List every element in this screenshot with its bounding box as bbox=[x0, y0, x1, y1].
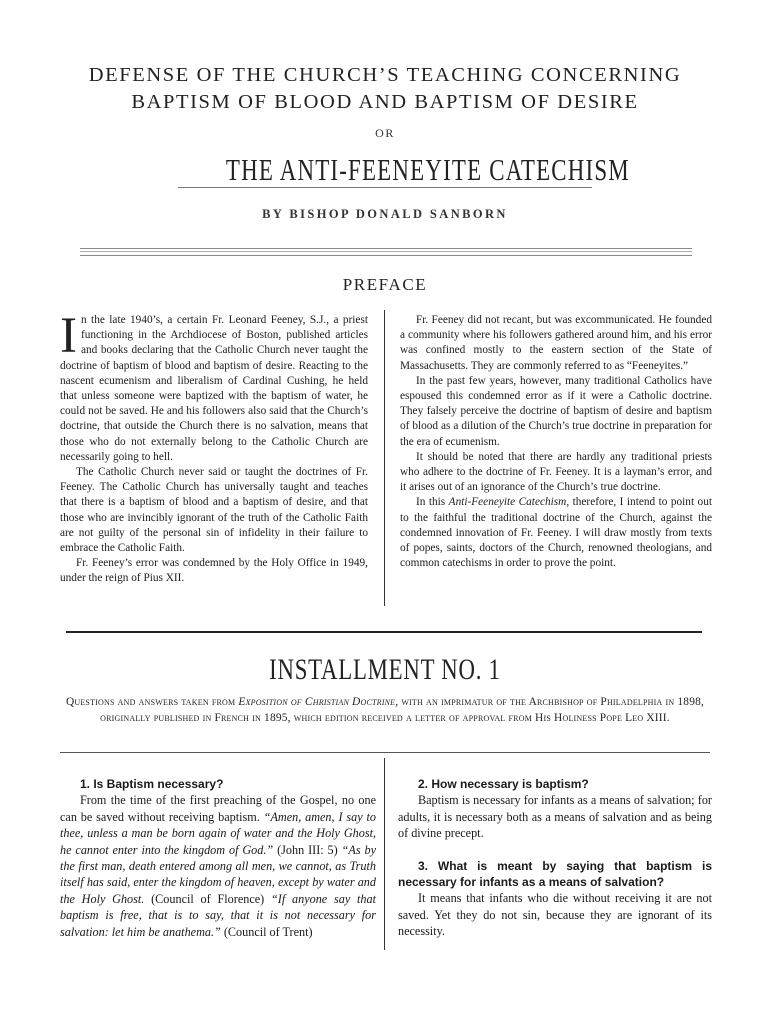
section-divider bbox=[80, 248, 692, 256]
question-3: 3. What is meant by saying that baptism is necessary for infants as a means of salvation? bbox=[398, 858, 712, 890]
preface-paragraph: In this Anti-Feeneyite Catechism, therefore, I intend to point out to the faithful the traditional doctrine of the Church, against the condemned innovation of Fr. Feeney. I will draw mostly from texts of popes, saints, doctors of the Church, renowned theologians, and common catechisms in order to prove the point. bbox=[400, 496, 712, 570]
thin-divider bbox=[60, 752, 710, 753]
installment-right-column bbox=[398, 776, 712, 940]
heavy-divider bbox=[66, 631, 702, 633]
or-separator: OR bbox=[375, 126, 395, 140]
question-2: 2. How necessary is baptism? bbox=[418, 777, 589, 791]
title-underline bbox=[178, 187, 592, 188]
preface-paragraph: Fr. Feeney’s error was condemned by the Holy Office in 1949, under the reign of Pius XII. bbox=[60, 557, 368, 585]
preface-left-column bbox=[60, 308, 368, 587]
preface-paragraph: Fr. Feeney did not recant, but was excommunicated. He founded a community where his followers gathered around him, and his error was confined mostly to the eastern section of the State of Massachusetts. They are commonly referred to as “Feeneyites.” bbox=[400, 314, 712, 372]
preface-paragraph: The Catholic Church never said or taught the doctrines of Fr. Feeney. The Catholic Church has universally taught and teaches that there is a baptism of blood and a baptism of desire, and that those who are invincibly ignorant of the truth of the Catholic Faith are not guilty of the personal sin of infidelity in their failure to embrace the Catholic Faith. bbox=[60, 466, 368, 555]
preface-heading: PREFACE bbox=[342, 275, 428, 294]
answer-3: It means that infants who die without receiving it are not saved. Yet they do not sin, because they are ignorant of its necessity. bbox=[398, 891, 712, 939]
column-divider bbox=[384, 758, 385, 950]
drop-cap: I bbox=[60, 308, 77, 364]
question-1: 1. Is Baptism necessary? bbox=[80, 777, 224, 791]
installment-title: INSTALLMENT NO. 1 bbox=[269, 653, 501, 686]
catechism-title: THE ANTI-FEENEYITE CATECHISM bbox=[225, 152, 630, 187]
installment-subtitle: Questions and answers taken from Exposition of Christian Doctrine, with an imprimatur of the Archbishop of Philadelphia in 1898, originally published in French in 1895, which edition received a letter of approval from His Holiness Pope Leo XIII. bbox=[65, 696, 705, 724]
preface-paragraph: In the late 1940’s, a certain Fr. Leonard Feeney, S.J., a priest functioning in the Archdiocese of Boston, published articles and books declaring that the Catholic Church never taught the doctrine of baptism of blood and baptism of desire. Reacting to the nascent ecumenism and liberalism of Cardinal Cushing, he held that unless someone were baptized with the baptism of water, he could not be saved. He and his followers also said that the Church’s doctrine, that outside the Church there is no salvation, means that those who do not externally belong to the Catholic Church are necessarily going to hell. bbox=[60, 308, 368, 463]
byline: BY BISHOP DONALD SANBORN bbox=[262, 207, 508, 221]
column-divider bbox=[384, 310, 385, 606]
installment-left-column bbox=[60, 776, 376, 940]
preface-right-column bbox=[400, 313, 712, 571]
answer-2: Baptism is necessary for infants as a means of salvation; for adults, it is necessary both as a means of salvation and as being of divine precept. bbox=[398, 793, 712, 841]
preface-paragraph: In the past few years, however, many traditional Catholics have espoused this condemned error as if it were a Catholic doctrine. They falsely perceive the doctrine of baptism of desire and baptism of blood as a dilution of the Church’s true doctrine in preparation for the era of ecumenism. bbox=[400, 374, 712, 448]
answer-1: From the time of the first preaching of the Gospel, no one can be saved without receiving baptism. “Amen, amen, I say to thee, unless a man be born again of water and the Holy Ghost, he cannot enter into the kingdom of God.” (John III: 5) “As by the first man, death entered among all men, we cannot, as Truth itself has said, enter the kingdom of heaven, except by water and the Holy Ghost. (Council of Florence) “If anyone say that baptism is free, that is to say, that it is not necessary for salvation: let him be anathema.” (Council of Trent) bbox=[60, 793, 377, 939]
main-title: DEFENSE OF THE CHURCH’S TEACHING CONCERNING BAPTISM OF BLOOD AND BAPTISM OF DESIRE bbox=[88, 64, 682, 113]
preface-paragraph: It should be noted that there are hardly any traditional priests who adhere to the doctrine of Fr. Feeney. It is a layman’s error, and it arises out of an ignorance of the Church’s true doctrine. bbox=[400, 450, 712, 494]
